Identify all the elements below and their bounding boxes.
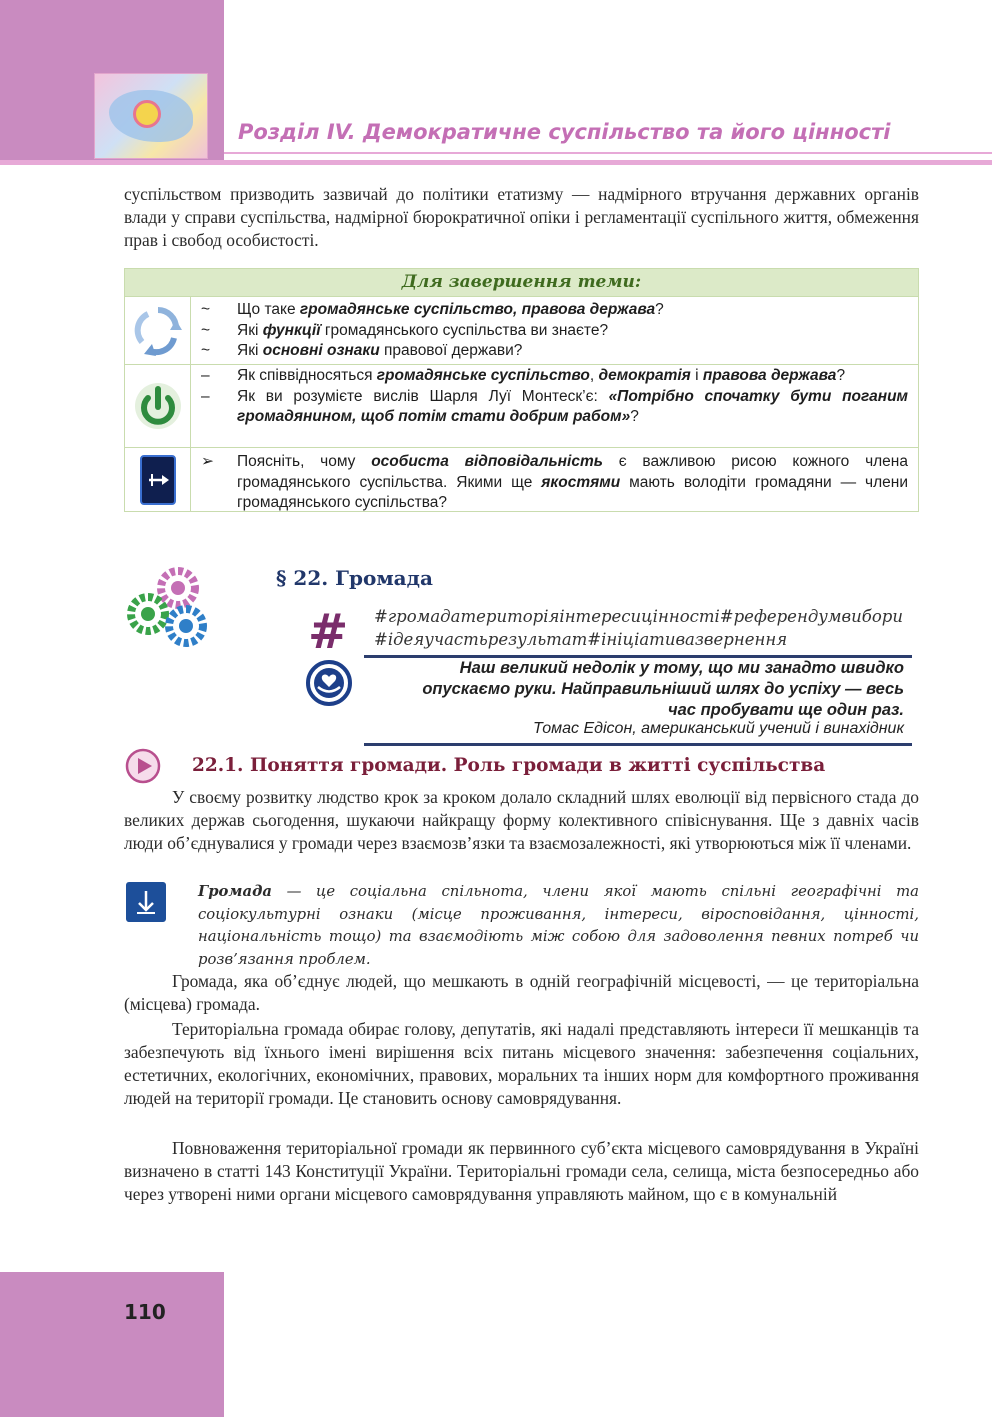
page-number: 110 (124, 1300, 166, 1324)
review-item: ➢ Поясніть, чому особиста відповідальність є важливою рисою кожного члена громадянського суспільства. Якими ще якостями мають володіти громадяни — члени громадянського суспільства? (201, 453, 908, 511)
quote (370, 658, 904, 721)
body-paragraph: У своєму розвитку людство крок за кроком долало складний шлях еволюції від первісного стада до великих держав сьогодення, шукаючи найкращу форму колективного співіснування. Ще з давніх часів люди об’єднувалися у громади через взаємозв’язки та взаємозалежності, які утворюються між її членами. (124, 787, 919, 853)
body-paragraph: Громада, яка об’єднує людей, що мешкають в одній географічній місцевості, — це територіальна (місцева) громада. (124, 971, 919, 1014)
definition-term: Громада (198, 883, 272, 900)
body-paragraph: Територіальна громада обирає голову, депутатів, які надалі представляють інтереси її мешканців та забезпечують від їхнього імені вирішення всіх питань місцевого значення: забезпечення соціальних, естетичних, екологічних, економічних, правових, моральних та інших норм для комфортного проживання людей на території громади. Це становить основу самоврядування. (124, 1019, 919, 1108)
body-paragraph: Повноваження територіальної громади як первинного суб’єкта місцевого самоврядування в Україні визначено в статті 143 Конституції України. Територіальні громади села, селища, міста безпосередньо або через утворені ними органи місцевого самоврядування управляють майном, що є в комунальній (124, 1138, 919, 1204)
quote-line: опускаємо руки. Найправильніший шлях до успіху — весь (422, 680, 904, 698)
hashtag-line: #ідеяучастьрезультат#ініціативазвернення (374, 630, 788, 649)
chapter-title: Розділ IV. Демократичне суспільство та його цінності (238, 120, 891, 144)
definition-block (198, 881, 919, 971)
recycle-arrows-icon (125, 297, 191, 364)
power-icon (125, 365, 191, 447)
ukraine-map-icon (94, 73, 208, 159)
review-item: – Як ви розумієте вислів Шарля Луї Монтеск’є: «Потрібно спочатку бути поганим громадянином, щоб потім стати добрим рабом»? (201, 387, 909, 425)
quote-line: Наш великий недолік у тому, що ми занадто швидко (459, 659, 904, 677)
hashtags (374, 605, 903, 651)
footer-sidebar-band (0, 1272, 224, 1417)
intro-paragraph: суспільством призводить зазвичай до політики етатизму — надмірного втручання державних органів влади у справи суспільства, надмірної бюрократичної опіки і регламентації суспільного життя, обмеження прав і свобод особистості. (124, 184, 919, 250)
download-arrow-icon (126, 882, 166, 922)
review-item: ~ Що таке громадянське суспільство, правова держава? (201, 301, 664, 318)
header-divider-thin (224, 152, 992, 154)
review-item: ~ Які функції громадянського суспільства ви знаєте? (201, 321, 609, 339)
review-table (124, 268, 919, 512)
header-divider (0, 160, 992, 165)
quote-bottom-rule (364, 743, 912, 746)
hashtag-line: #громадатериторіяінтересицінності#референдумвибори (374, 607, 903, 626)
gears-icon (126, 566, 210, 650)
review-table-title: Для завершення теми: (125, 269, 918, 296)
section-title: § 22. Громада (276, 566, 433, 590)
review-group-3 (125, 447, 918, 512)
review-group-2 (125, 364, 918, 447)
definition-text: — це соціальна спільнота, члени якої мають спільні географічні та соціокультурні ознаки (місце проживання, інтереси, віросповідання, цінності, національність тощо) та взаємодіють між собою для задоволення певних потреб чи розв’язання проблем. (198, 883, 919, 968)
quote-line: час пробувати ще один раз. (668, 701, 904, 719)
play-icon (124, 748, 162, 784)
hashtag-icon: # (308, 604, 349, 660)
review-group-1 (125, 296, 918, 364)
subsection-title: 22.1. Поняття громади. Роль громади в житті суспільства (192, 755, 826, 776)
review-item: ~ Які основні ознаки правової держави? (201, 342, 523, 359)
review-item: – Як співвідносяться громадянське суспільство, демократія і правова держава? (201, 367, 846, 384)
hands-heart-icon (306, 660, 352, 706)
arrow-box-icon (125, 448, 191, 512)
quote-author: Томас Едісон, американський учений і винахідник (533, 720, 904, 737)
